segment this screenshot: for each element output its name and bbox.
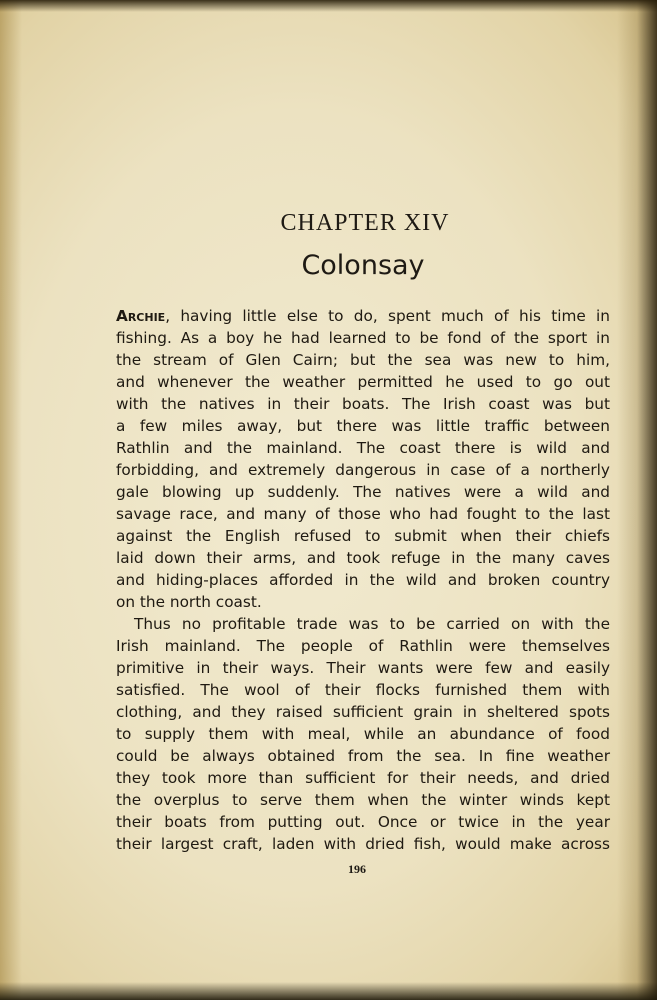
page-bottom-edge-shading bbox=[0, 982, 657, 1000]
text-line: Rathlin and the mainland. The coast there is wild and bbox=[116, 439, 610, 457]
text-line: could be always obtained from the sea. In fine weather bbox=[116, 747, 610, 765]
text-line: satisfied. The wool of their flocks furnished them with bbox=[116, 681, 610, 699]
text-line: and hiding-places afforded in the wild and broken country bbox=[116, 571, 610, 589]
text-line: with the natives in their boats. The Irish coast was but bbox=[116, 395, 610, 413]
text-line: laid down their arms, and took refuge in the many caves bbox=[116, 549, 610, 567]
page-top-edge-shading bbox=[0, 0, 657, 12]
text-line: their boats from putting out. Once or twice in the year bbox=[116, 813, 610, 831]
text-line: primitive in their ways. Their wants were few and easily bbox=[116, 659, 610, 677]
text-line: gale blowing up suddenly. The natives were a wild and bbox=[116, 483, 610, 501]
chapter-heading: CHAPTER XIV bbox=[280, 210, 450, 236]
text-line: the overplus to serve them when the winter winds kept bbox=[116, 791, 610, 809]
text-line: clothing, and they raised sufficient grain in sheltered spots bbox=[116, 703, 610, 721]
text-line: on the north coast. bbox=[116, 593, 262, 611]
text-line: a few miles away, but there was little traffic between bbox=[116, 417, 610, 435]
text-line: against the English refused to submit when their chiefs bbox=[116, 527, 610, 545]
lead-word: Archie bbox=[116, 307, 166, 325]
text-line: the stream of Glen Cairn; but the sea was new to him, bbox=[116, 351, 610, 369]
page-right-edge-shading bbox=[617, 0, 657, 1000]
text-line-content: , having little else to do, spent much of his time in bbox=[165, 307, 610, 325]
page-left-edge-shading bbox=[0, 0, 22, 1000]
text-line: fishing. As a boy he had learned to be fond of the sport in bbox=[116, 329, 610, 347]
body-text bbox=[116, 305, 610, 855]
text-line: forbidding, and extremely dangerous in case of a northerly bbox=[116, 461, 610, 479]
text-line: they took more than sufficient for their needs, and dried bbox=[116, 769, 610, 787]
text-line: their largest craft, laden with dried fish, would make across bbox=[116, 835, 610, 853]
page-number: 196 bbox=[348, 862, 366, 876]
text-line: to supply them with meal, while an abundance of food bbox=[116, 725, 610, 743]
text-line: and whenever the weather permitted he used to go out bbox=[116, 373, 610, 391]
text-line: Thus no profitable trade was to be carried on with the bbox=[134, 615, 610, 633]
text-line: Irish mainland. The people of Rathlin were themselves bbox=[116, 637, 610, 655]
text-line: savage race, and many of those who had fought to the last bbox=[116, 505, 610, 523]
text-line bbox=[116, 305, 610, 327]
chapter-title: Colonsay bbox=[301, 250, 425, 281]
